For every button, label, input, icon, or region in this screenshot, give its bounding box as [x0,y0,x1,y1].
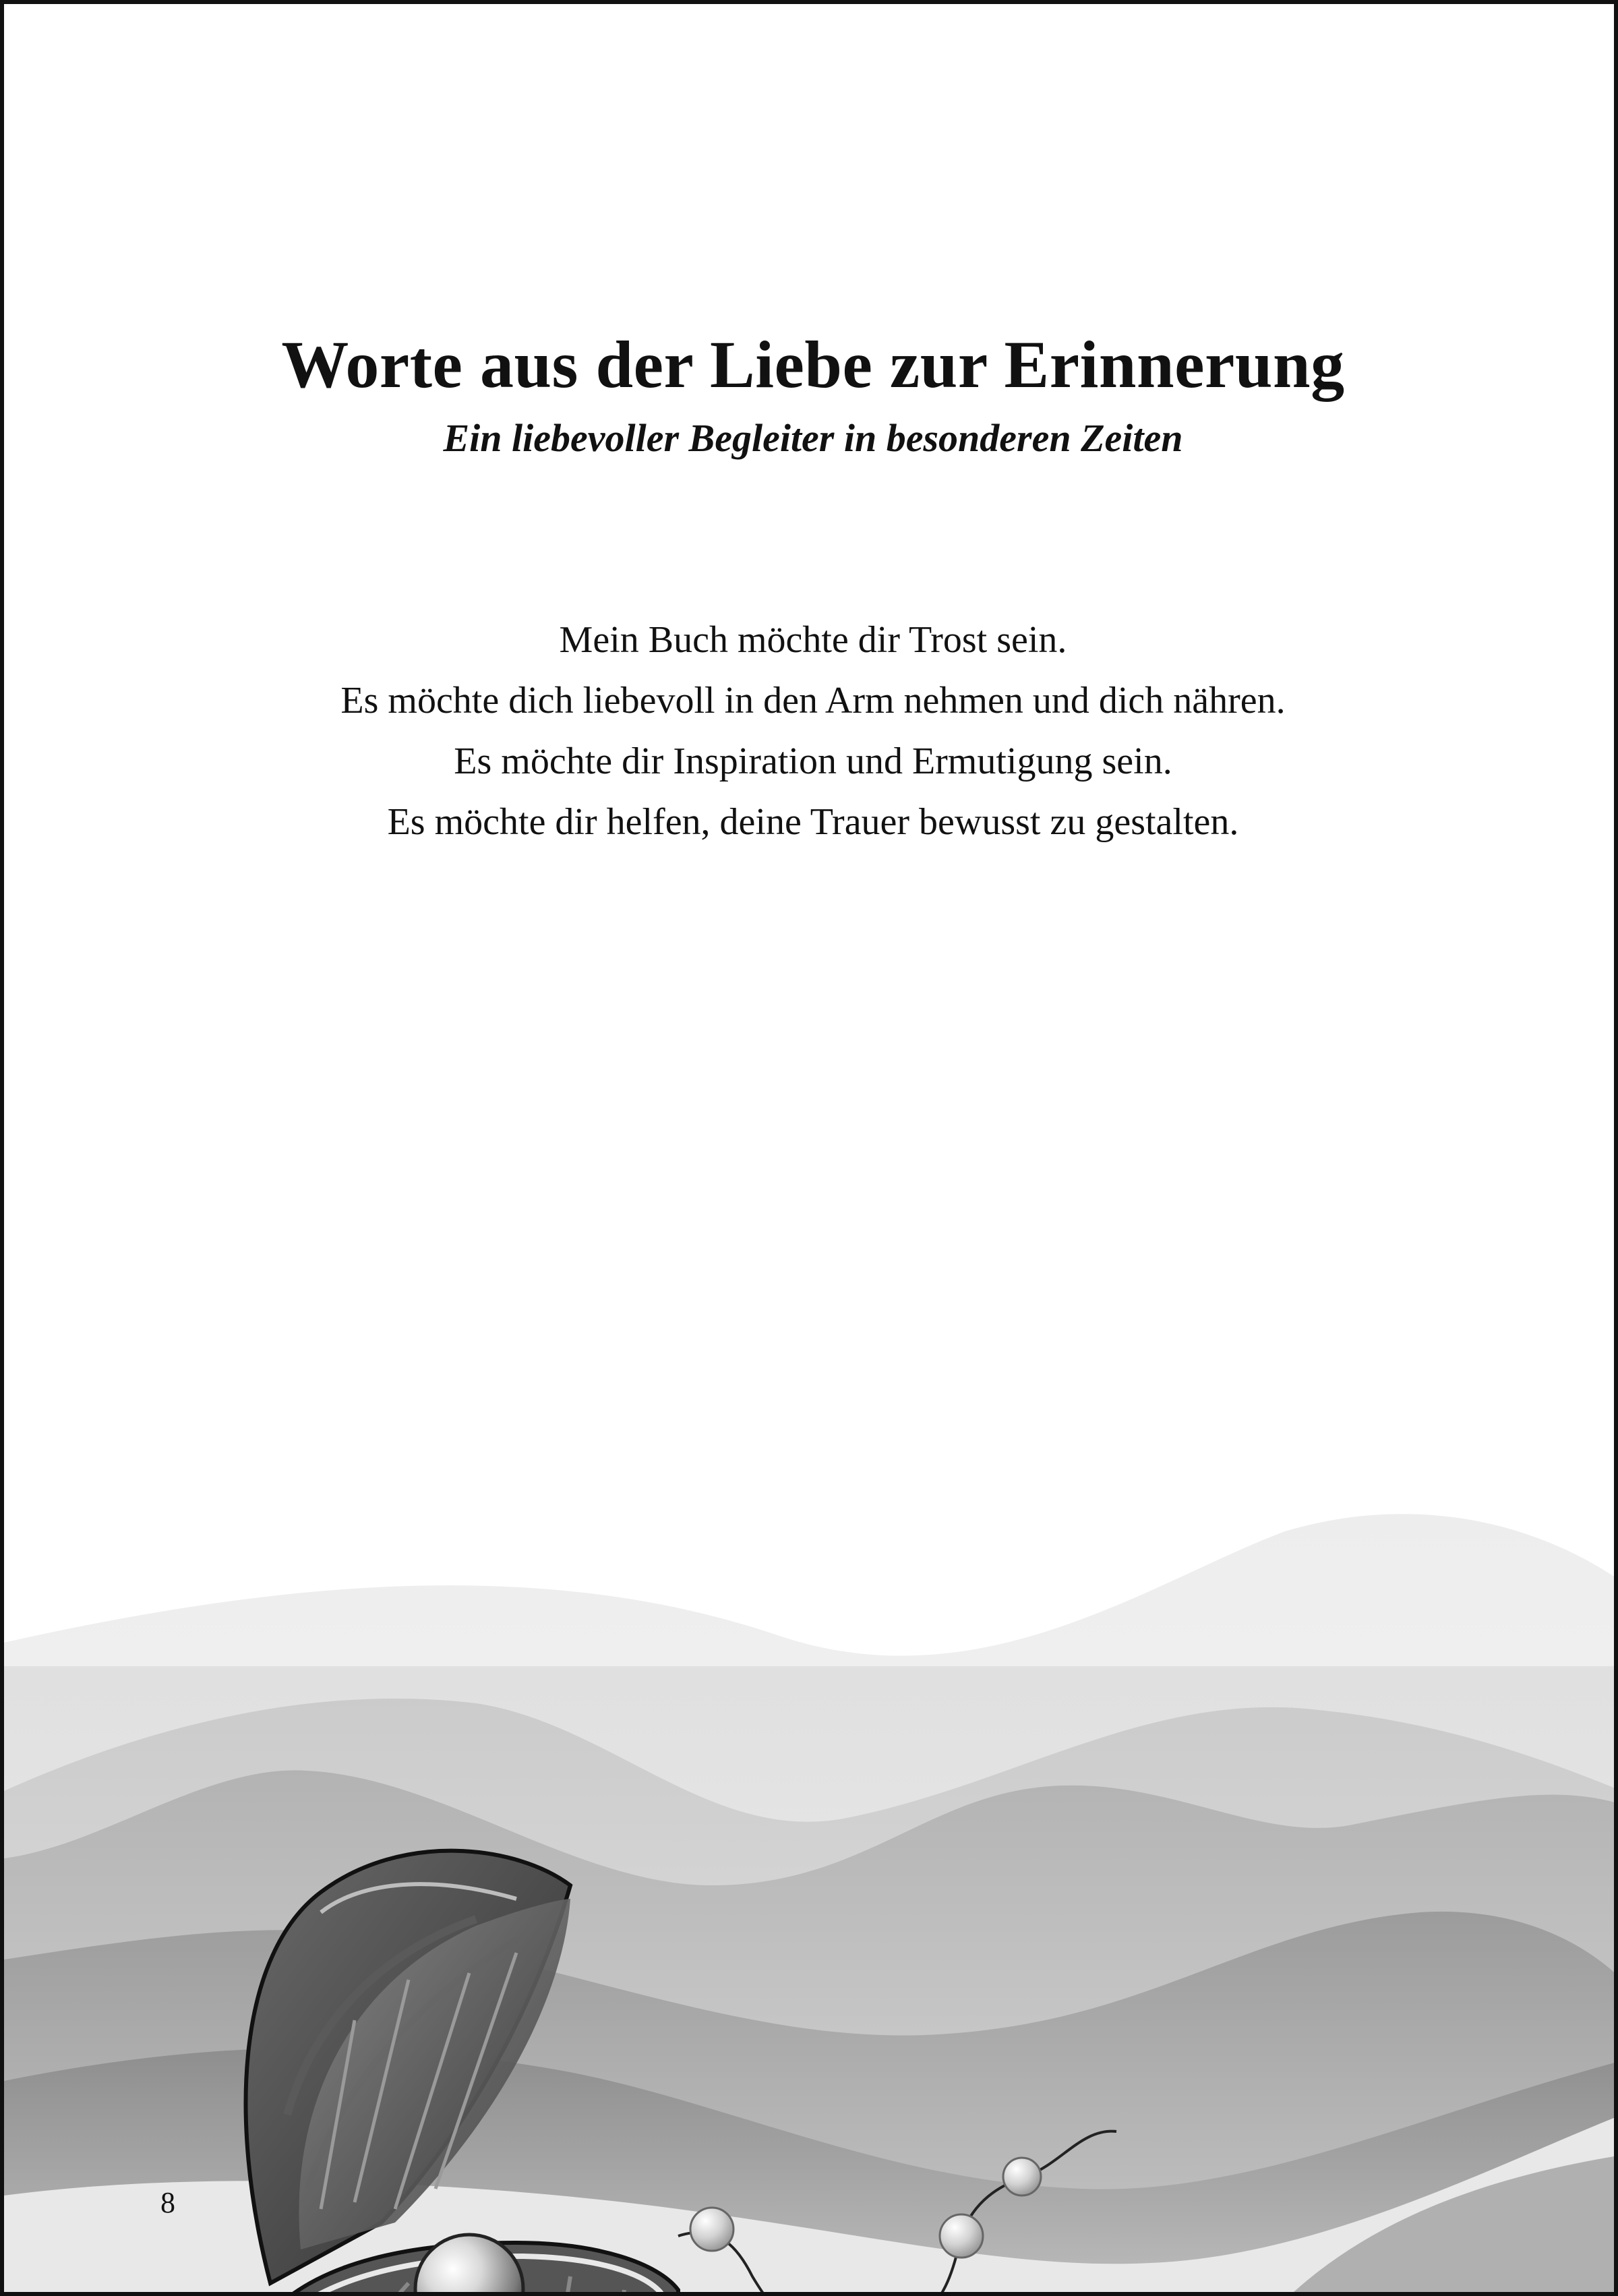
page-number: 8 [160,2186,175,2219]
page-title: Worte aus der Liebe zur Erinnerung [281,327,1345,402]
body-line: Es möchte dir Inspiration und Ermutigung sein. [454,740,1172,782]
body-line: Es möchte dich liebevoll in den Arm nehmen und dich nähren. [340,680,1286,722]
page-subtitle: Ein liebevoller Begleiter in besonderen Zeiten [443,416,1183,460]
body-line: Mein Buch möchte dir Trost sein. [559,619,1067,661]
body-line: Es möchte dir helfen, deine Trauer bewusst zu gestalten. [387,801,1239,843]
wave-illustration [4,1508,1618,2296]
body-text [4,610,1618,852]
